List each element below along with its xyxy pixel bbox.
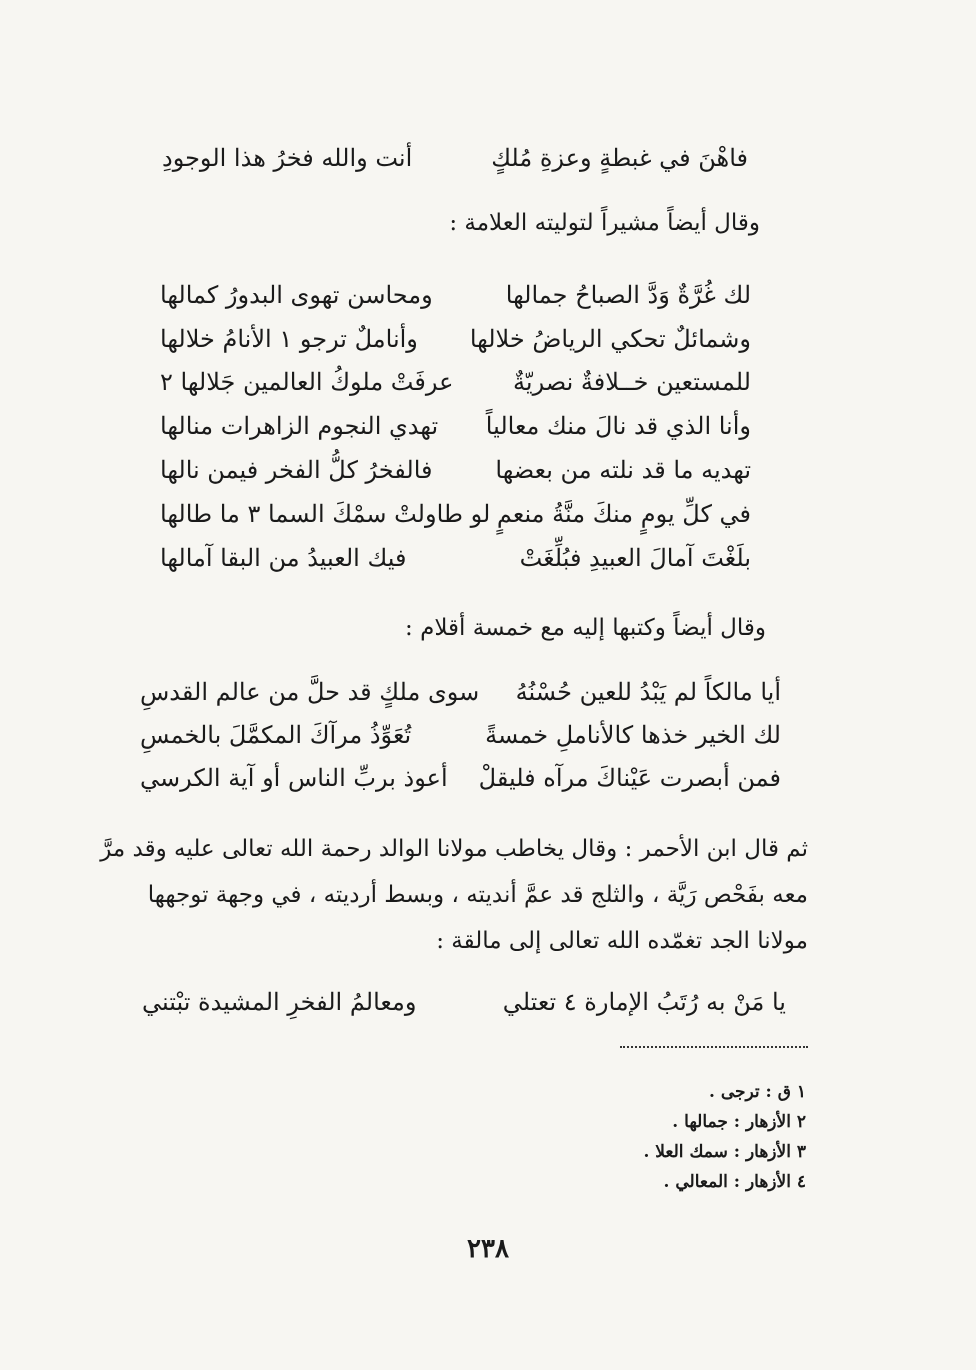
poem-2-line-2-left: تُعَوِّذُ مرآكَ المكمَّلَ بالخمسِ [140,721,412,749]
poem-1-line-4-left: تهدي النجوم الزاهرات منالها [160,412,439,440]
poem-1-line-2-right: وشمائلٌ تحكي الرياضُ خلالها [469,325,751,353]
verse-1-right-hemistich: فاهْنَ في غبطةٍ وعزةِ مُلكٍ [491,144,748,172]
footnote-divider [620,1046,808,1048]
poem-1-line-4-right: وأنا الذي قد نالَ منك معالياً [485,412,751,440]
poem-1-line-5-left: فالفخرُ كلُّ الفخر فيمن نالها [160,456,433,484]
poem-1-line-1-right: لك غُرَّةٌ وَدَّ الصباحُ جمالها [505,281,751,309]
poem-1-line-6-right: في كلِّ يومٍ منكَ منَّةُ منعمٍ [496,500,751,528]
poem-1-line-6-left: لو طاولتْ سمْكَ السما ٣ ما طالها [160,500,491,528]
footnote-2: ٢ الأزهار : جمالها . [672,1112,806,1132]
verse-last-left: ومعالمُ الفخرِ المشيدة تبْتني [142,988,417,1016]
prose-line-2: معه بفَحْص رَيَّة ، والثلج قد عمَّ أنديته ، وبسط أرديته ، في وجهة توجهها [147,882,808,908]
poem-1-line-3-left: عرفَتْ ملوكُ العالمين جَلالها ٢ [160,368,454,396]
poem-1-line-1-left: ومحاسن تهوى البدورُ كمالها [160,281,433,309]
intro-line-2: وقال أيضاً وكتبها إليه مع خمسة أقلام : [405,615,766,641]
footnote-1: ١ ق : ترجى . [709,1082,806,1102]
poem-1-line-5-right: تهديه ما قد نلته من بعضها [495,456,751,484]
verse-last-right: يا مَنْ به رُتَبُ الإمارة ٤ تعتلي [502,988,786,1016]
prose-line-3: مولانا الجد تغمّده الله تعالى إلى مالقة : [436,928,808,954]
poem-1-line-2-left: وأناملٌ ترجو ١ الأنامُ خلالها [160,325,418,353]
poem-2-line-3-left: أعوذ بربِّ الناس أو آية الكرسي [140,764,448,792]
poem-2-line-1-right: أيا مالكاً لم يَبْدُ للعين حُسْنُهُ [515,678,781,706]
page-number: ٢٣٨ [467,1234,509,1264]
poem-2-line-2-right: لك الخير خذها كالأناملِ خمسةً [485,721,781,749]
intro-line-1: وقال أيضاً مشيراً لتوليته العلامة : [449,210,760,236]
footnote-4: ٤ الأزهار : المعالي . [663,1172,806,1192]
poem-2-line-1-left: سوى ملكٍ قد حلَّ من عالم القدسِ [140,678,480,706]
prose-line-1: ثم قال ابن الأحمر : وقال يخاطب مولانا الوالد رحمة الله تعالى عليه وقد مرَّ [100,836,808,862]
poem-1-line-3-right: للمستعين خــلافةٌ نصريّةٌ [513,368,751,396]
poem-2-line-3-right: فمن أبصرت عَيْناكَ مرآه فليقلْ [478,764,781,792]
poem-1-line-7-right: بلَغْتَ آمالَ العبيدِ فبُلِّغَتْ [519,544,751,572]
footnote-3: ٣ الأزهار : سمك العلا . [643,1142,806,1162]
poem-1-line-7-left: فيك العبيدُ من البقا آمالها [160,544,407,572]
verse-1-left-hemistich: أنت والله فخرُ هذا الوجودِ [162,144,413,172]
